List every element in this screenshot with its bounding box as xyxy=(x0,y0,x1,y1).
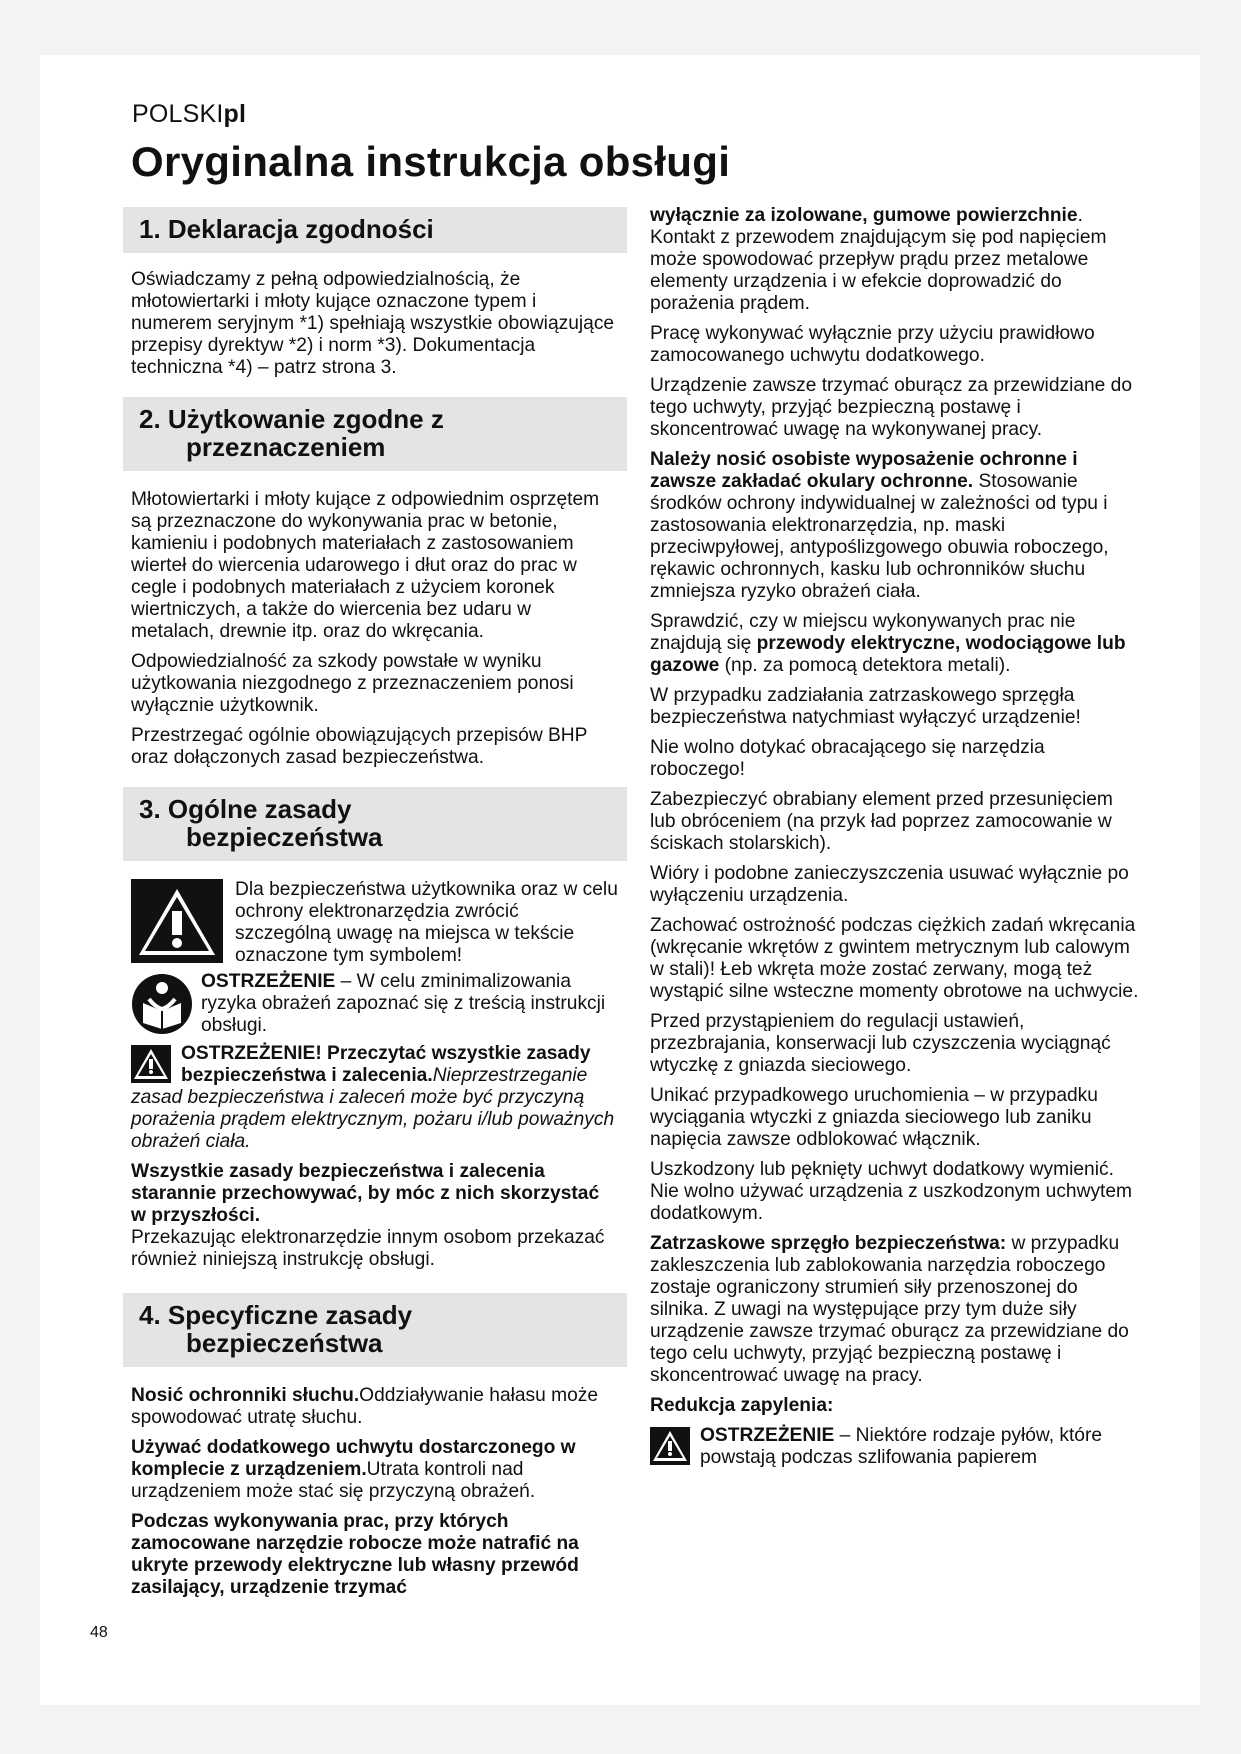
hearing-protection: Nosić ochronniki słuchu.Oddziaływanie hałasu może spowodować utratę słuchu. xyxy=(131,1385,599,1428)
heavy-screwing: Zachować ostrożność podczas ciężkich zadań wkręcania (wkręcanie wkrętów z gwintem metrycznym lub calowym w stali)! Łeb wkręta może zostać zerwany, mogą też wystąpić silne wsteczne momenty obrotowe na uchwycie. xyxy=(650,915,1139,1002)
declaration-text: Oświadczamy z pełną odpowiedzialnością, że młotowiertarki i młoty kujące oznaczone typem i numerem seryjnym *1) spełniają wszystkie obowiązujące przepisy dyrektyw *2) i norm *3). Dokumentacja techniczna *4) – patrz strona 3. xyxy=(131,269,615,378)
warning-symbol-icon xyxy=(131,879,223,963)
section-heading-1: 1. Deklaracja zgodności xyxy=(123,207,627,253)
page-number: 48 xyxy=(90,1624,108,1641)
safety-clutch: Zatrzaskowe sprzęgło bezpieczeństwa: w przypadku zakleszczenia lub zablokowania narzędzia roboczego zostaje ograniczony strumień siły przenoszonej do silnika. Z uwagi na występujące przy tym duże siły urządzenie zawsze trzymać oburącz za przewidziane do tego celu uchwyty, przyjąć bezpieczną postawę i skoncentrować uwagę na pracy. xyxy=(650,1233,1129,1386)
pass-on-text: Przekazując elektronarzędzie innym osobom przekazać również niniejszą instrukcję obsługi. xyxy=(131,1227,605,1270)
damaged-handle: Uszkodzony lub pęknięty uchwyt dodatkowy wymienić. Nie wolno używać urządzenia z uszkodzonym uchwytem dodatkowym. xyxy=(650,1159,1133,1224)
accidental-start: Unikać przypadkowego uruchomienia – w przypadku wyciągania wtyczki z gniazda sieciowego lub zaniku napięcia zawsze odblokować włącznik. xyxy=(650,1085,1098,1150)
symbol-note: Dla bezpieczeństwa użytkownika oraz w celu ochrony elektronarzędzia zwrócić szczególną uwagę na miejsca w tekście oznaczone tym symbolem! xyxy=(131,879,619,967)
unplug-before-adjust: Przed przystąpieniem do regulacji ustawień, przezbrajania, konserwacji lub czyszczenia wyciągnąć wtyczkę z gniazda sieciowego. xyxy=(650,1011,1111,1076)
right-column xyxy=(650,205,1140,1469)
secure-workpiece: Zabezpieczyć obrabiany element przed przesunięciem lub obróceniem (na przyk ład poprzez zamocowanie w ściskach stolarskich). xyxy=(650,789,1113,854)
read-manual-icon xyxy=(131,973,193,1035)
liability-text: Odpowiedzialność za szkody powstałe w wyniku użytkowania niezgodnego z przeznaczeniem ponosi wyłącznie użytkownik. xyxy=(131,651,574,716)
bhp-text: Przestrzegać ogólnie obowiązujących przepisów BHP oraz dołączonych zasad bezpieczeństwa. xyxy=(131,725,588,768)
section-heading-3: 3. Ogólne zasady bezpieczeństwa xyxy=(123,787,627,861)
insulated-surfaces: wyłącznie za izolowane, gumowe powierzchnie. Kontakt z przewodem znajdującym się pod napięciem może spowodować przepływ prądu przez metalowe elementy urządzenia i w efekcie doprowadzić do porażenia prądem. xyxy=(650,205,1107,314)
two-hands: Urządzenie zawsze trzymać oburącz za przewidziane do tego uchwyty, przyjąć bezpieczną postawę i skoncentrować uwagę na wykonywanej pracy. xyxy=(650,375,1133,440)
hidden-wires: Podczas wykonywania prac, przy których zamocowane narzędzie robocze może natrafić na ukryte przewody elektryczne lub własny przewód zasilający, urządzenie trzymać xyxy=(131,1511,579,1598)
warning-small-icon xyxy=(131,1045,171,1083)
page-title: Oryginalna instrukcja obsługi xyxy=(131,138,731,185)
dust-reduction-heading: Redukcja zapylenia: xyxy=(650,1395,834,1416)
warning-small-icon xyxy=(650,1427,690,1465)
ppe: Należy nosić osobiste wyposażenie ochronne i zawsze zakładać okulary ochronne. Stosowanie środków ochrony indywidualnej w zależności od typu i zastosowania elektronarzędzia, np. maski przeciwpyłowej, antypoślizgowego obuwia roboczego, rękawic ochronnych, kasku lub ochronników słuchu zmniejsza ryzyko obrażeń ciała. xyxy=(650,449,1109,602)
clutch-switch-off: W przypadku zadziałania zatrzaskowego sprzęgła bezpieczeństwa natychmiast wyłączyć urządzenie! xyxy=(650,685,1081,728)
dust-warning: OSTRZEŻENIE – Niektóre rodzaje pyłów, które powstają podczas szlifowania papierem xyxy=(650,1425,1140,1469)
intended-use-text: Młotowiertarki i młoty kujące z odpowiednim osprzętem są przeznaczone do wykonywania prac w betonie, kamieniu i podobnych materiałach z zastosowaniem wierteł do wiercenia udarowego i dłut oraz do prac w cegle i podobnych materiałach z użyciem koronek wiertniczych, a także do wiercenia bez udaru w metalach, drewnie itp. oraz do wkręcania. xyxy=(131,489,600,642)
section-heading-2: 2. Użytkowanie zgodne z przeznaczeniem xyxy=(123,397,627,471)
aux-handle: Używać dodatkowego uchwytu dostarczonego w komplecie z urządzeniem.Utrata kontroli nad urządzeniem może stać się przyczyną obrażeń. xyxy=(131,1437,576,1502)
left-column xyxy=(131,207,619,1607)
section-heading-4: 4. Specyficzne zasady bezpieczeństwa xyxy=(123,1293,627,1367)
check-hidden-lines: Sprawdzić, czy w miejscu wykonywanych prac nie znajdują się przewody elektryczne, wodociągowe lub gazowe (np. za pomocą detektora metali). xyxy=(650,611,1126,676)
no-touch-rotating: Nie wolno dotykać obracającego się narzędzia roboczego! xyxy=(650,737,1045,780)
remove-chips: Wióry i podobne zanieczyszczenia usuwać wyłącznie po wyłączeniu urządzenia. xyxy=(650,863,1129,906)
warning-read-all: OSTRZEŻENIE! Przeczytać wszystkie zasady bezpieczeństwa i zalecenia.Nieprzestrzeganie zasad bezpieczeństwa i zaleceń może być przyczyną porażenia prądem elektrycznym, pożaru i/lub poważnych obrażeń ciała. xyxy=(131,1043,615,1152)
read-manual-note: OSTRZEŻENIE – W celu zminimalizowania ryzyka obrażeń zapoznać się z treścią instrukcji obsługi. xyxy=(131,973,619,1037)
language-label: POLSKIpl xyxy=(132,100,247,128)
aux-handle-use: Pracę wykonywać wyłącznie przy użyciu prawidłowo zamocowanego uchwytu dodatkowego. xyxy=(650,323,1095,366)
keep-instructions-bold: Wszystkie zasady bezpieczeństwa i zalecenia starannie przechowywać, by móc z nich skorzystać w przyszłości. xyxy=(131,1161,600,1226)
